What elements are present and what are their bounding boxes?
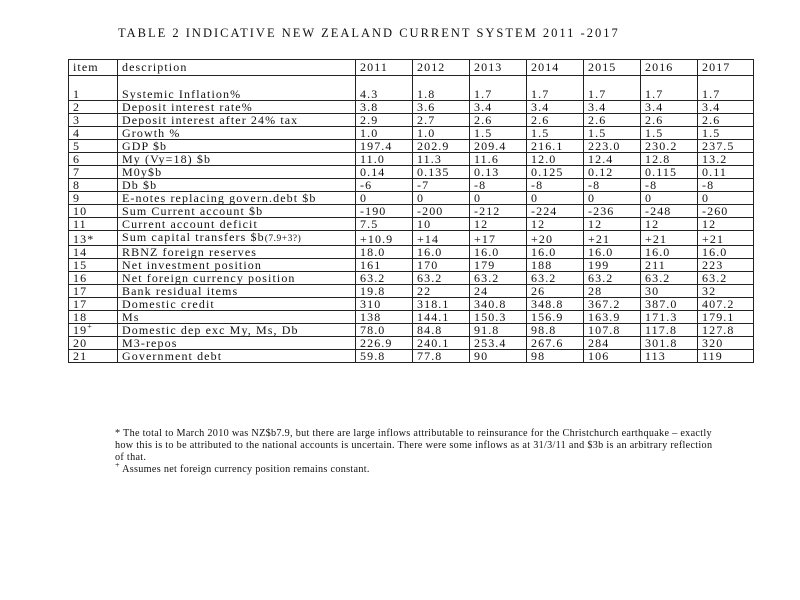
footnote-2-text: Assumes net foreign currency position remains constant. bbox=[119, 464, 370, 475]
value-cell-2017: 63.2 bbox=[698, 272, 754, 285]
table-row bbox=[69, 272, 754, 285]
value-cell-2012: 22 bbox=[413, 285, 470, 298]
row-item-number: 16 bbox=[69, 272, 118, 285]
value-cell-2016: 3.4 bbox=[641, 101, 698, 114]
value-cell-2016: 113 bbox=[641, 350, 698, 363]
row-description: Government debt bbox=[118, 350, 356, 363]
value-cell-2016: 12 bbox=[641, 218, 698, 231]
value-cell-2017: 2.6 bbox=[698, 114, 754, 127]
row-description: Ms bbox=[118, 311, 356, 324]
value-cell-2014: 98.8 bbox=[527, 324, 584, 337]
row-description: RBNZ foreign reserves bbox=[118, 246, 356, 259]
value-cell-2014: 12 bbox=[527, 218, 584, 231]
value-cell-2017: +21 bbox=[698, 231, 754, 246]
value-cell-2015: 199 bbox=[584, 259, 641, 272]
header-2013: 2013 bbox=[470, 60, 527, 76]
value-cell-2011: 1.0 bbox=[356, 127, 413, 140]
value-cell-2013: 24 bbox=[470, 285, 527, 298]
value-cell-2013: 2.6 bbox=[470, 114, 527, 127]
row-item-marker: + bbox=[87, 322, 93, 331]
table-row bbox=[69, 218, 754, 231]
value-cell-2014: 0.125 bbox=[527, 166, 584, 179]
value-cell-2017: 407.2 bbox=[698, 298, 754, 311]
table-row bbox=[69, 166, 754, 179]
value-cell-2016: -8 bbox=[641, 179, 698, 192]
value-cell-2017: 16.0 bbox=[698, 246, 754, 259]
value-cell-2016: 117.8 bbox=[641, 324, 698, 337]
table-row bbox=[69, 140, 754, 153]
value-cell-2017: 179.1 bbox=[698, 311, 754, 324]
value-cell-2013: 150.3 bbox=[470, 311, 527, 324]
footnote-2-marker: + bbox=[115, 460, 120, 470]
value-cell-2015: 28 bbox=[584, 285, 641, 298]
row-item-number: 2 bbox=[69, 101, 118, 114]
value-cell-2013: 91.8 bbox=[470, 324, 527, 337]
value-cell-2013: 253.4 bbox=[470, 337, 527, 350]
value-cell-2013: 0 bbox=[470, 192, 527, 205]
row-item-number: 6 bbox=[69, 153, 118, 166]
value-cell-2011: -6 bbox=[356, 179, 413, 192]
row-item-number: 11 bbox=[69, 218, 118, 231]
table-row bbox=[69, 101, 754, 114]
row-item-number: 5 bbox=[69, 140, 118, 153]
value-cell-2017: 13.2 bbox=[698, 153, 754, 166]
row-description: Deposit interest after 24% tax bbox=[118, 114, 356, 127]
value-cell-2013: 63.2 bbox=[470, 272, 527, 285]
value-cell-2016: 12.8 bbox=[641, 153, 698, 166]
row-description: Growth % bbox=[118, 127, 356, 140]
value-cell-2016: 387.0 bbox=[641, 298, 698, 311]
value-cell-2012: 11.3 bbox=[413, 153, 470, 166]
value-cell-2012: 16.0 bbox=[413, 246, 470, 259]
value-cell-2015: 1.5 bbox=[584, 127, 641, 140]
value-cell-2015: 0.12 bbox=[584, 166, 641, 179]
value-cell-2017: 0.11 bbox=[698, 166, 754, 179]
row-item-number: 20 bbox=[69, 337, 118, 350]
value-cell-2014: 156.9 bbox=[527, 311, 584, 324]
value-cell-2013: 90 bbox=[470, 350, 527, 363]
row-description: Sum capital transfers $b(7.9+3?) bbox=[118, 231, 356, 246]
table-row bbox=[69, 179, 754, 192]
value-cell-2015: 1.7 bbox=[584, 88, 641, 101]
table-row bbox=[69, 127, 754, 140]
value-cell-2013: 340.8 bbox=[470, 298, 527, 311]
value-cell-2017: -260 bbox=[698, 205, 754, 218]
value-cell-2013: -8 bbox=[470, 179, 527, 192]
value-cell-2014: 98 bbox=[527, 350, 584, 363]
value-cell-2014: 1.7 bbox=[527, 88, 584, 101]
table-row bbox=[69, 350, 754, 363]
value-cell-2016: 301.8 bbox=[641, 337, 698, 350]
table-row bbox=[69, 88, 754, 101]
value-cell-2013: +17 bbox=[470, 231, 527, 246]
row-description: M3-repos bbox=[118, 337, 356, 350]
value-cell-2012: 0 bbox=[413, 192, 470, 205]
row-description: Net foreign currency position bbox=[118, 272, 356, 285]
value-cell-2014: 188 bbox=[527, 259, 584, 272]
value-cell-2016: 2.6 bbox=[641, 114, 698, 127]
value-cell-2012: 318.1 bbox=[413, 298, 470, 311]
value-cell-2011: 0 bbox=[356, 192, 413, 205]
value-cell-2017: 32 bbox=[698, 285, 754, 298]
value-cell-2011: 2.9 bbox=[356, 114, 413, 127]
header-2017: 2017 bbox=[698, 60, 754, 76]
row-description: Domestic credit bbox=[118, 298, 356, 311]
header-2015: 2015 bbox=[584, 60, 641, 76]
value-cell-2015: 16.0 bbox=[584, 246, 641, 259]
value-cell-2011: 11.0 bbox=[356, 153, 413, 166]
value-cell-2017: 237.5 bbox=[698, 140, 754, 153]
value-cell-2015: 106 bbox=[584, 350, 641, 363]
value-cell-2014: -8 bbox=[527, 179, 584, 192]
value-cell-2014: +20 bbox=[527, 231, 584, 246]
value-cell-2015: 63.2 bbox=[584, 272, 641, 285]
row-item-number: 17 bbox=[69, 298, 118, 311]
table-row bbox=[69, 192, 754, 205]
header-2016: 2016 bbox=[641, 60, 698, 76]
value-cell-2016: 1.5 bbox=[641, 127, 698, 140]
table-row bbox=[69, 324, 754, 337]
table-header-row bbox=[69, 60, 754, 76]
value-cell-2013: 0.13 bbox=[470, 166, 527, 179]
value-cell-2011: +10.9 bbox=[356, 231, 413, 246]
value-cell-2017: 3.4 bbox=[698, 101, 754, 114]
value-cell-2016: 30 bbox=[641, 285, 698, 298]
row-description: Systemic Inflation% bbox=[118, 88, 356, 101]
value-cell-2015: 107.8 bbox=[584, 324, 641, 337]
value-cell-2013: 16.0 bbox=[470, 246, 527, 259]
value-cell-2014: 12.0 bbox=[527, 153, 584, 166]
value-cell-2014: 267.6 bbox=[527, 337, 584, 350]
value-cell-2012: -200 bbox=[413, 205, 470, 218]
value-cell-2012: 1.8 bbox=[413, 88, 470, 101]
header-2014: 2014 bbox=[527, 60, 584, 76]
value-cell-2012: 77.8 bbox=[413, 350, 470, 363]
value-cell-2012: +14 bbox=[413, 231, 470, 246]
value-cell-2012: 144.1 bbox=[413, 311, 470, 324]
value-cell-2015: 223.0 bbox=[584, 140, 641, 153]
value-cell-2011: 7.5 bbox=[356, 218, 413, 231]
row-description: Db $b bbox=[118, 179, 356, 192]
value-cell-2011: 197.4 bbox=[356, 140, 413, 153]
value-cell-2017: 1.5 bbox=[698, 127, 754, 140]
value-cell-2016: 0.115 bbox=[641, 166, 698, 179]
value-cell-2013: 12 bbox=[470, 218, 527, 231]
row-item-number: 18 bbox=[69, 311, 118, 324]
value-cell-2013: 209.4 bbox=[470, 140, 527, 153]
value-cell-2017: 0 bbox=[698, 192, 754, 205]
value-cell-2016: 211 bbox=[641, 259, 698, 272]
table-row bbox=[69, 114, 754, 127]
value-cell-2011: 138 bbox=[356, 311, 413, 324]
row-item-number: 9 bbox=[69, 192, 118, 205]
header-item: item bbox=[69, 60, 118, 76]
value-cell-2016: 63.2 bbox=[641, 272, 698, 285]
value-cell-2011: 310 bbox=[356, 298, 413, 311]
value-cell-2011: 78.0 bbox=[356, 324, 413, 337]
value-cell-2011: 19.8 bbox=[356, 285, 413, 298]
row-description: GDP $b bbox=[118, 140, 356, 153]
value-cell-2011: 3.8 bbox=[356, 101, 413, 114]
value-cell-2014: 348.8 bbox=[527, 298, 584, 311]
value-cell-2013: 1.5 bbox=[470, 127, 527, 140]
row-description: Deposit interest rate% bbox=[118, 101, 356, 114]
data-table bbox=[68, 59, 754, 363]
value-cell-2015: 284 bbox=[584, 337, 641, 350]
value-cell-2012: 0.135 bbox=[413, 166, 470, 179]
table-row bbox=[69, 298, 754, 311]
row-item-number: 3 bbox=[69, 114, 118, 127]
header-2012: 2012 bbox=[413, 60, 470, 76]
footnotes bbox=[115, 428, 715, 476]
value-cell-2012: 63.2 bbox=[413, 272, 470, 285]
value-cell-2011: 63.2 bbox=[356, 272, 413, 285]
value-cell-2015: -236 bbox=[584, 205, 641, 218]
table-title: TABLE 2 INDICATIVE NEW ZEALAND CURRENT SYSTEM 2011 -2017 bbox=[118, 26, 620, 40]
value-cell-2012: 1.0 bbox=[413, 127, 470, 140]
row-item-number: 15 bbox=[69, 259, 118, 272]
value-cell-2017: 1.7 bbox=[698, 88, 754, 101]
row-description: M0y$b bbox=[118, 166, 356, 179]
value-cell-2014: -224 bbox=[527, 205, 584, 218]
value-cell-2016: 16.0 bbox=[641, 246, 698, 259]
table-row bbox=[69, 259, 754, 272]
table-row bbox=[69, 337, 754, 350]
table-row bbox=[69, 205, 754, 218]
footnote-2 bbox=[115, 460, 715, 476]
row-description: Current account deficit bbox=[118, 218, 356, 231]
table-row bbox=[69, 246, 754, 259]
row-description: Bank residual items bbox=[118, 285, 356, 298]
value-cell-2016: 171.3 bbox=[641, 311, 698, 324]
footnote-1: * The total to March 2010 was NZ$b7.9, but there are large inflows attributable to reinsurance for the Christchurch earthquake – exactly how this is to be attributed to the national accounts is uncertain. There were some inflows as at 31/3/11 and $3b is an arbitrary reflection of that. bbox=[115, 428, 713, 463]
value-cell-2017: 320 bbox=[698, 337, 754, 350]
value-cell-2014: 26 bbox=[527, 285, 584, 298]
value-cell-2015: 12.4 bbox=[584, 153, 641, 166]
value-cell-2014: 0 bbox=[527, 192, 584, 205]
value-cell-2016: +21 bbox=[641, 231, 698, 246]
row-description: E-notes replacing govern.debt $b bbox=[118, 192, 356, 205]
header-description: description bbox=[118, 60, 356, 76]
row-item-number: 17 bbox=[69, 285, 118, 298]
value-cell-2011: 59.8 bbox=[356, 350, 413, 363]
row-item-number: 8 bbox=[69, 179, 118, 192]
value-cell-2013: 3.4 bbox=[470, 101, 527, 114]
value-cell-2012: 170 bbox=[413, 259, 470, 272]
value-cell-2011: 161 bbox=[356, 259, 413, 272]
row-description: Sum Current account $b bbox=[118, 205, 356, 218]
value-cell-2016: 230.2 bbox=[641, 140, 698, 153]
table-row bbox=[69, 231, 754, 246]
row-description: Domestic dep exc My, Ms, Db bbox=[118, 324, 356, 337]
value-cell-2011: -190 bbox=[356, 205, 413, 218]
value-cell-2013: 1.7 bbox=[470, 88, 527, 101]
value-cell-2017: -8 bbox=[698, 179, 754, 192]
value-cell-2014: 1.5 bbox=[527, 127, 584, 140]
value-cell-2015: +21 bbox=[584, 231, 641, 246]
value-cell-2017: 127.8 bbox=[698, 324, 754, 337]
value-cell-2015: -8 bbox=[584, 179, 641, 192]
value-cell-2011: 18.0 bbox=[356, 246, 413, 259]
value-cell-2015: 3.4 bbox=[584, 101, 641, 114]
table-row bbox=[69, 153, 754, 166]
value-cell-2014: 2.6 bbox=[527, 114, 584, 127]
value-cell-2012: 10 bbox=[413, 218, 470, 231]
value-cell-2016: 0 bbox=[641, 192, 698, 205]
value-cell-2016: 1.7 bbox=[641, 88, 698, 101]
row-description-note: (7.9+3?) bbox=[264, 234, 302, 244]
value-cell-2014: 16.0 bbox=[527, 246, 584, 259]
value-cell-2011: 226.9 bbox=[356, 337, 413, 350]
row-item-number: 4 bbox=[69, 127, 118, 140]
table-row bbox=[69, 285, 754, 298]
value-cell-2012: -7 bbox=[413, 179, 470, 192]
row-item-number: 14 bbox=[69, 246, 118, 259]
row-item-number: 21 bbox=[69, 350, 118, 363]
value-cell-2012: 202.9 bbox=[413, 140, 470, 153]
value-cell-2014: 63.2 bbox=[527, 272, 584, 285]
value-cell-2015: 0 bbox=[584, 192, 641, 205]
value-cell-2015: 163.9 bbox=[584, 311, 641, 324]
value-cell-2011: 0.14 bbox=[356, 166, 413, 179]
value-cell-2017: 119 bbox=[698, 350, 754, 363]
row-item-number: 10 bbox=[69, 205, 118, 218]
row-item-number: 13* bbox=[69, 231, 118, 246]
value-cell-2016: -248 bbox=[641, 205, 698, 218]
value-cell-2015: 2.6 bbox=[584, 114, 641, 127]
row-description: Net investment position bbox=[118, 259, 356, 272]
value-cell-2012: 240.1 bbox=[413, 337, 470, 350]
row-item-number: 19+ bbox=[69, 324, 118, 337]
value-cell-2013: 179 bbox=[470, 259, 527, 272]
value-cell-2012: 3.6 bbox=[413, 101, 470, 114]
value-cell-2017: 223 bbox=[698, 259, 754, 272]
value-cell-2015: 12 bbox=[584, 218, 641, 231]
row-item-number: 7 bbox=[69, 166, 118, 179]
value-cell-2014: 3.4 bbox=[527, 101, 584, 114]
row-description: My (Vy=18) $b bbox=[118, 153, 356, 166]
row-item-number: 1 bbox=[69, 88, 118, 101]
header-2011: 2011 bbox=[356, 60, 413, 76]
value-cell-2015: 367.2 bbox=[584, 298, 641, 311]
value-cell-2011: 4.3 bbox=[356, 88, 413, 101]
value-cell-2014: 216.1 bbox=[527, 140, 584, 153]
table-row bbox=[69, 311, 754, 324]
value-cell-2012: 2.7 bbox=[413, 114, 470, 127]
value-cell-2012: 84.8 bbox=[413, 324, 470, 337]
value-cell-2013: 11.6 bbox=[470, 153, 527, 166]
value-cell-2017: 12 bbox=[698, 218, 754, 231]
value-cell-2013: -212 bbox=[470, 205, 527, 218]
